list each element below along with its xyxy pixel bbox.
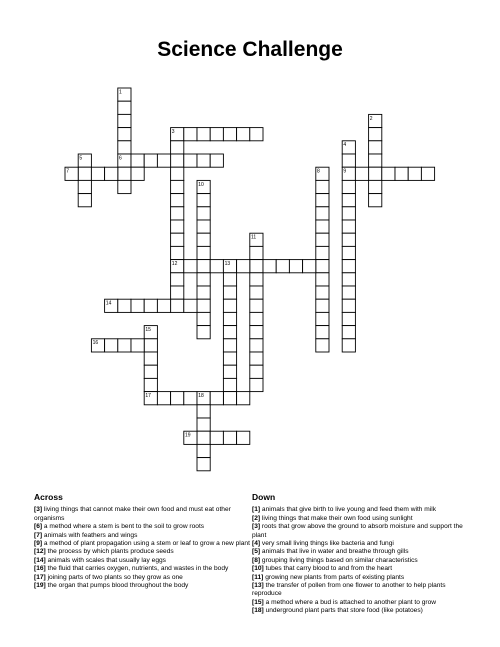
down-clue bbox=[252, 515, 470, 523]
grid-cell[interactable] bbox=[171, 167, 184, 180]
grid-cell[interactable] bbox=[316, 273, 329, 286]
clue-number: [18] bbox=[252, 607, 264, 615]
grid-cell[interactable] bbox=[171, 141, 184, 154]
clue-number: [2] bbox=[252, 514, 261, 522]
cell-number: 1 bbox=[119, 89, 122, 96]
grid-cell[interactable] bbox=[342, 154, 355, 167]
down-clue bbox=[252, 548, 470, 556]
grid-cell[interactable] bbox=[223, 352, 236, 365]
cell-number: 3 bbox=[171, 129, 175, 135]
grid-cell[interactable] bbox=[157, 392, 170, 405]
grid-cell[interactable] bbox=[250, 339, 263, 352]
grid-cell[interactable] bbox=[197, 233, 210, 246]
grid-cell[interactable] bbox=[369, 128, 382, 141]
grid-cell[interactable] bbox=[197, 260, 210, 273]
grid-cell[interactable] bbox=[316, 286, 329, 299]
grid-cell[interactable] bbox=[289, 260, 302, 273]
cell-number: 9 bbox=[343, 168, 347, 175]
grid-cell[interactable] bbox=[197, 194, 210, 207]
cell-number: 19 bbox=[185, 432, 191, 439]
grid-cell[interactable] bbox=[342, 220, 355, 233]
grid-cell[interactable] bbox=[197, 128, 210, 141]
grid-cell[interactable] bbox=[171, 233, 184, 246]
grid-cell[interactable] bbox=[105, 339, 118, 352]
cell-number: 5 bbox=[79, 155, 83, 162]
grid-cell[interactable] bbox=[171, 392, 184, 405]
grid-cell[interactable] bbox=[342, 326, 355, 339]
down-clue bbox=[252, 574, 470, 582]
clue-number: [5] bbox=[252, 548, 261, 556]
across-clue bbox=[34, 548, 250, 556]
grid-cell[interactable] bbox=[184, 299, 197, 312]
clue-text: a method where a bud is attached to another plant to grow bbox=[265, 598, 437, 606]
grid-cell[interactable] bbox=[237, 431, 250, 444]
grid-cell[interactable] bbox=[316, 220, 329, 233]
grid-cell[interactable] bbox=[157, 154, 170, 167]
grid-cell[interactable] bbox=[316, 207, 329, 220]
clue-number: [14] bbox=[34, 556, 46, 564]
grid-cell[interactable] bbox=[118, 101, 131, 114]
grid-cell[interactable] bbox=[342, 260, 355, 273]
grid-cell[interactable] bbox=[144, 299, 157, 312]
grid-cell[interactable] bbox=[78, 180, 91, 193]
grid-cell[interactable] bbox=[316, 260, 329, 273]
grid-cell[interactable] bbox=[250, 326, 263, 339]
grid-cell[interactable] bbox=[210, 260, 223, 273]
grid-cell[interactable] bbox=[316, 180, 329, 193]
clue-text: tubes that carry blood to and from the heart bbox=[265, 565, 393, 573]
clue-number: [10] bbox=[252, 565, 264, 573]
clue-number: [11] bbox=[252, 573, 264, 581]
grid-cell[interactable] bbox=[395, 167, 408, 180]
clue-number: [3] bbox=[34, 506, 43, 514]
grid-cell[interactable] bbox=[144, 352, 157, 365]
grid-cell[interactable] bbox=[144, 378, 157, 391]
clue-number: [17] bbox=[34, 573, 46, 581]
grid-cell[interactable] bbox=[342, 180, 355, 193]
grid-cell[interactable] bbox=[144, 339, 157, 352]
grid-cell[interactable] bbox=[210, 128, 223, 141]
down-clue bbox=[252, 565, 470, 573]
grid-cell[interactable] bbox=[197, 273, 210, 286]
grid-cell[interactable] bbox=[250, 286, 263, 299]
grid-cell[interactable] bbox=[263, 260, 276, 273]
grid-cell[interactable] bbox=[382, 167, 395, 180]
grid-cell[interactable] bbox=[237, 128, 250, 141]
grid-cell[interactable] bbox=[171, 180, 184, 193]
down-clue bbox=[252, 540, 470, 548]
grid-cell[interactable] bbox=[131, 339, 144, 352]
clue-number: [7] bbox=[34, 531, 43, 539]
grid-cell[interactable] bbox=[316, 312, 329, 325]
clue-text: the process by which plants produce seeds bbox=[47, 548, 174, 556]
grid-cell[interactable] bbox=[184, 154, 197, 167]
clue-number: [12] bbox=[34, 548, 46, 556]
clue-text: a method of plant propagation using a stem or leaf to grow a new plant bbox=[43, 540, 250, 548]
clue-text: animals with feathers and wings bbox=[43, 531, 138, 539]
grid-cell[interactable] bbox=[171, 286, 184, 299]
grid-cell[interactable] bbox=[223, 273, 236, 286]
clue-text: animals that give birth to live young and feed them with milk bbox=[261, 506, 436, 514]
down-clue bbox=[252, 523, 470, 540]
clue-text: animals with scales that usually lay eggs bbox=[47, 556, 166, 564]
grid-cell[interactable] bbox=[316, 339, 329, 352]
clue-number: [19] bbox=[34, 582, 46, 590]
across-clue bbox=[34, 540, 250, 548]
clue-text: very small living things like bacteria and fungi bbox=[261, 540, 394, 548]
grid-cell[interactable] bbox=[223, 326, 236, 339]
grid-cell[interactable] bbox=[250, 365, 263, 378]
clue-text: grouping living things based on similar characteristics bbox=[261, 556, 418, 564]
cell-number: 10 bbox=[198, 181, 204, 188]
grid-cell[interactable] bbox=[250, 246, 263, 259]
page-title: Science Challenge bbox=[157, 38, 343, 61]
across-clue bbox=[34, 574, 250, 582]
grid-cell[interactable] bbox=[171, 299, 184, 312]
grid-cell[interactable] bbox=[355, 167, 368, 180]
grid-cell[interactable] bbox=[316, 326, 329, 339]
grid-cell[interactable] bbox=[197, 431, 210, 444]
grid-cell[interactable] bbox=[171, 154, 184, 167]
grid-cell[interactable] bbox=[223, 312, 236, 325]
down-clue bbox=[252, 582, 470, 599]
grid-cell[interactable] bbox=[250, 273, 263, 286]
grid-cell[interactable] bbox=[171, 207, 184, 220]
clue-text: the fluid that carries oxygen, nutrients, and wastes in the body bbox=[47, 565, 229, 573]
clue-text: growing new plants from parts of existing plants bbox=[265, 573, 405, 581]
grid-cell[interactable] bbox=[184, 128, 197, 141]
grid-cell[interactable] bbox=[131, 299, 144, 312]
cell-number: 4 bbox=[343, 142, 347, 149]
grid-cell[interactable] bbox=[276, 260, 289, 273]
clue-number: [9] bbox=[34, 540, 43, 548]
grid-cell[interactable] bbox=[197, 299, 210, 312]
across-clue bbox=[34, 565, 250, 573]
clue-number: [3] bbox=[252, 523, 261, 531]
grid-cell[interactable] bbox=[316, 299, 329, 312]
grid-cell[interactable] bbox=[197, 444, 210, 457]
grid-cell[interactable] bbox=[197, 154, 210, 167]
clue-text: the transfer of pollen from one flower to another to help plants reproduce bbox=[252, 582, 446, 598]
clue-text: living things that make their own food using sunlight bbox=[261, 514, 413, 522]
grid-cell[interactable] bbox=[131, 167, 144, 180]
cell-number: 18 bbox=[198, 393, 204, 399]
grid-cell[interactable] bbox=[223, 128, 236, 141]
grid-cell[interactable] bbox=[369, 194, 382, 207]
cell-number: 16 bbox=[92, 340, 99, 347]
across-heading: Across bbox=[34, 492, 63, 502]
grid-cell[interactable] bbox=[78, 194, 91, 207]
grid-cell[interactable] bbox=[342, 273, 355, 286]
grid-cell[interactable] bbox=[369, 167, 382, 180]
grid-cell[interactable] bbox=[223, 392, 236, 405]
grid-cell[interactable] bbox=[118, 114, 131, 127]
clue-text: roots that grow above the ground to absorb moisture and support the plant bbox=[252, 523, 463, 539]
grid-cell[interactable] bbox=[171, 246, 184, 259]
grid-cell[interactable] bbox=[118, 128, 131, 141]
grid-cell[interactable] bbox=[131, 154, 144, 167]
clue-number: [16] bbox=[34, 565, 46, 573]
grid-cell[interactable] bbox=[105, 167, 118, 180]
grid-cell[interactable] bbox=[342, 339, 355, 352]
grid-cell[interactable] bbox=[118, 141, 131, 154]
grid-cell[interactable] bbox=[342, 246, 355, 259]
grid-cell[interactable] bbox=[210, 431, 223, 444]
grid-cell[interactable] bbox=[184, 260, 197, 273]
down-clue bbox=[252, 599, 470, 607]
across-clues bbox=[34, 493, 250, 590]
grid-cell[interactable] bbox=[250, 299, 263, 312]
down-heading: Down bbox=[252, 492, 276, 502]
clue-number: [1] bbox=[252, 506, 261, 514]
grid-cell[interactable] bbox=[237, 260, 250, 273]
grid-cell[interactable] bbox=[250, 312, 263, 325]
grid-cell[interactable] bbox=[118, 167, 131, 180]
cell-number: 13 bbox=[224, 261, 231, 267]
down-clue bbox=[252, 607, 470, 615]
across-clue bbox=[34, 557, 250, 565]
grid-cell[interactable] bbox=[342, 286, 355, 299]
grid-cell[interactable] bbox=[223, 431, 236, 444]
grid-cell[interactable] bbox=[197, 286, 210, 299]
grid-cell[interactable] bbox=[342, 233, 355, 246]
clue-text: the organ that pumps blood throughout the body bbox=[47, 582, 189, 590]
grid-cell[interactable] bbox=[223, 286, 236, 299]
clue-text: underground plant parts that store food (like potatoes) bbox=[265, 607, 423, 615]
clue-number: [13] bbox=[252, 582, 264, 590]
grid-cell[interactable] bbox=[223, 339, 236, 352]
clue-number: [8] bbox=[252, 556, 261, 564]
grid-cell[interactable] bbox=[197, 405, 210, 418]
clue-text: living things that cannot make their own food and must eat other organisms bbox=[34, 506, 231, 522]
clue-text: joining parts of two plants so they grow as one bbox=[47, 573, 183, 581]
grid-cell[interactable] bbox=[157, 299, 170, 312]
cell-number: 14 bbox=[105, 300, 112, 307]
down-clues bbox=[252, 493, 470, 616]
grid-cell[interactable] bbox=[197, 326, 210, 339]
grid-cell[interactable] bbox=[342, 312, 355, 325]
cell-number: 11 bbox=[251, 234, 257, 241]
grid-cell[interactable] bbox=[197, 246, 210, 259]
grid-cell[interactable] bbox=[250, 260, 263, 273]
grid-cell[interactable] bbox=[316, 233, 329, 246]
clue-number: [4] bbox=[252, 540, 261, 548]
grid-cell[interactable] bbox=[91, 167, 104, 180]
grid-cell[interactable] bbox=[118, 299, 131, 312]
grid-cell[interactable] bbox=[118, 180, 131, 193]
grid-cell[interactable] bbox=[408, 167, 421, 180]
grid-cell[interactable] bbox=[342, 207, 355, 220]
cell-number: 6 bbox=[119, 155, 122, 162]
grid-cell[interactable] bbox=[223, 378, 236, 391]
across-clue bbox=[34, 523, 250, 531]
grid-cell[interactable] bbox=[316, 246, 329, 259]
grid-cell[interactable] bbox=[303, 260, 316, 273]
down-clue bbox=[252, 506, 470, 514]
grid-cell[interactable] bbox=[197, 458, 210, 471]
grid-cell[interactable] bbox=[237, 392, 250, 405]
across-clue bbox=[34, 532, 250, 540]
grid-cell[interactable] bbox=[223, 299, 236, 312]
grid-cell[interactable] bbox=[197, 418, 210, 431]
down-clue bbox=[252, 557, 470, 565]
clue-text: animals that live in water and breathe through gills bbox=[261, 548, 409, 556]
grid-cell[interactable] bbox=[250, 352, 263, 365]
grid-cell[interactable] bbox=[197, 312, 210, 325]
grid-cell[interactable] bbox=[369, 141, 382, 154]
cell-number: 15 bbox=[145, 327, 151, 333]
grid-cell[interactable] bbox=[210, 392, 223, 405]
grid-cell[interactable] bbox=[369, 180, 382, 193]
cell-number: 8 bbox=[317, 168, 320, 175]
cell-number: 2 bbox=[369, 115, 373, 122]
grid-cell[interactable] bbox=[171, 220, 184, 233]
cell-number: 7 bbox=[66, 168, 69, 175]
grid-cell[interactable] bbox=[184, 392, 197, 405]
grid-cell[interactable] bbox=[421, 167, 434, 180]
grid-cell[interactable] bbox=[342, 299, 355, 312]
grid-cell[interactable] bbox=[118, 339, 131, 352]
grid-cell[interactable] bbox=[197, 220, 210, 233]
cell-number: 17 bbox=[145, 393, 151, 399]
grid-cell[interactable] bbox=[250, 378, 263, 391]
across-clue bbox=[34, 506, 250, 523]
grid-cell[interactable] bbox=[250, 128, 263, 141]
grid-cell[interactable] bbox=[78, 167, 91, 180]
grid-cell[interactable] bbox=[171, 273, 184, 286]
grid-cell[interactable] bbox=[342, 194, 355, 207]
clue-number: [15] bbox=[252, 598, 264, 606]
clue-text: a method where a stem is bent to the soil to grow roots bbox=[43, 523, 205, 531]
grid-cell[interactable] bbox=[171, 194, 184, 207]
grid-cell[interactable] bbox=[144, 154, 157, 167]
grid-cell[interactable] bbox=[210, 154, 223, 167]
grid-cell[interactable] bbox=[369, 154, 382, 167]
grid-cell[interactable] bbox=[316, 194, 329, 207]
grid-cell[interactable] bbox=[144, 365, 157, 378]
clue-number: [6] bbox=[34, 523, 43, 531]
cell-number: 12 bbox=[171, 261, 178, 267]
grid-cell[interactable] bbox=[197, 207, 210, 220]
grid-cell[interactable] bbox=[223, 365, 236, 378]
across-clue bbox=[34, 582, 250, 590]
